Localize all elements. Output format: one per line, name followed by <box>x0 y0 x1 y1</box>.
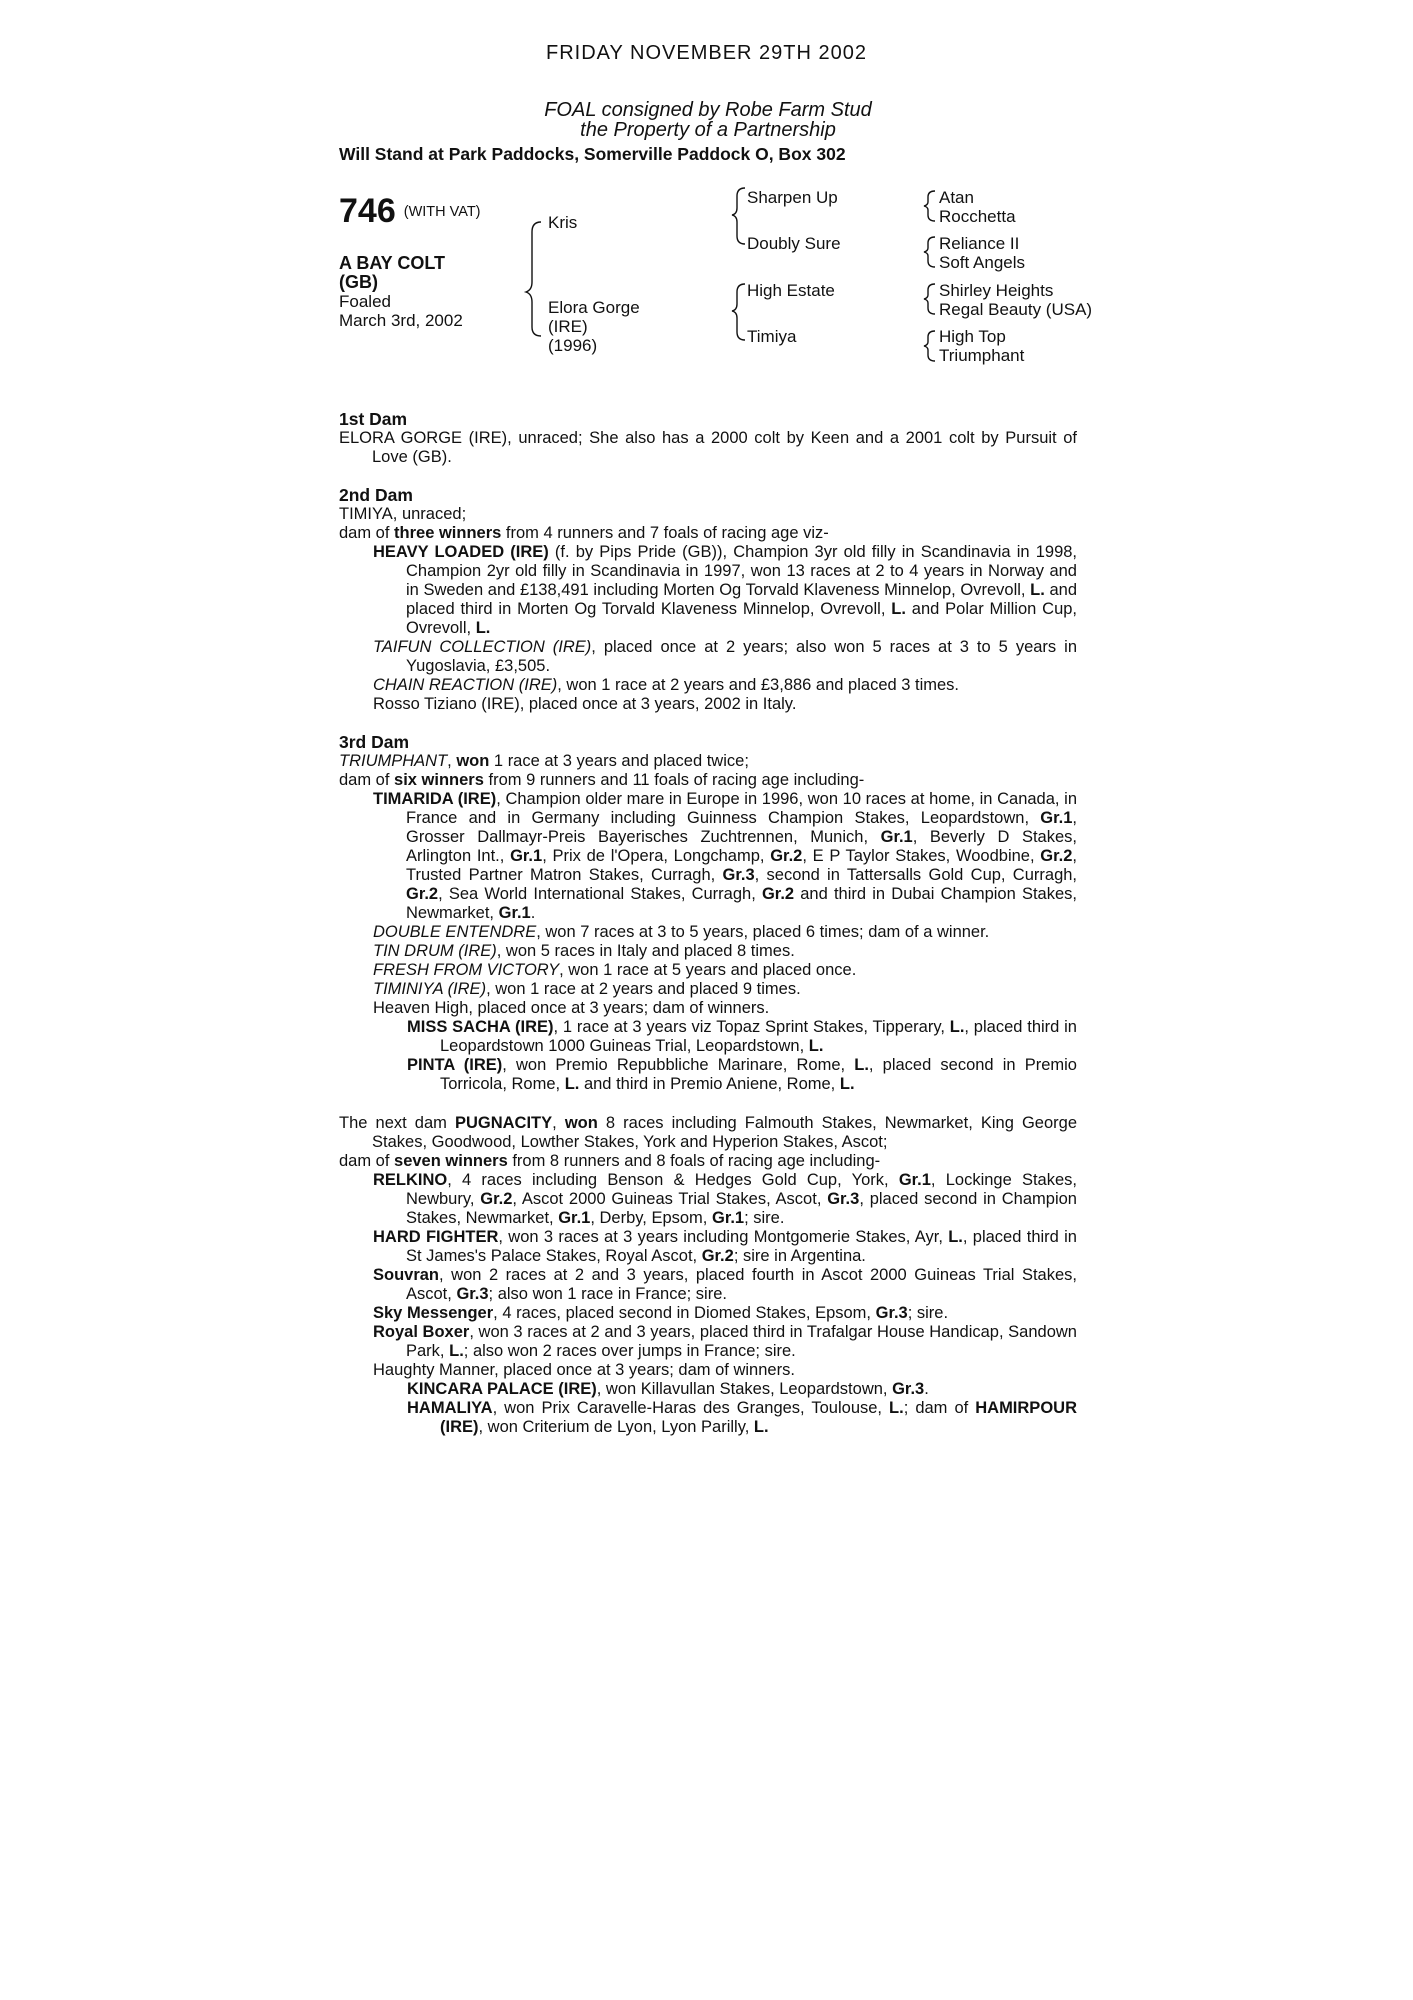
produce-subentry <box>339 1018 1077 1056</box>
ggp-3: Reliance II <box>939 234 1020 253</box>
grade-mark: Gr.2 <box>761 885 795 903</box>
produce-entry: Rosso Tiziano (IRE), placed once at 3 years, 2002 in Italy. <box>373 695 797 713</box>
grade-mark: Gr.1 <box>558 1209 591 1227</box>
text: , won Prix Caravelle-Haras des Granges, Toulouse, <box>492 1399 890 1417</box>
text: and placed third in Morten Og Torvald Klaveness Minnelop, Ovrevoll, <box>406 581 1077 618</box>
grade-mark: Gr.1 <box>1040 809 1073 827</box>
lot-number: 746 <box>339 192 396 230</box>
granddam-sire: Doubly Sure <box>747 234 841 253</box>
listed-mark: L. <box>949 1018 965 1036</box>
text: ; sire in Argentina. <box>733 1247 866 1265</box>
dam-name <box>548 298 640 355</box>
horse-name: Royal Boxer <box>373 1323 470 1341</box>
grade-mark: Gr.3 <box>722 866 755 884</box>
horse-name: Souvran <box>373 1266 440 1284</box>
ggp-4: Soft Angels <box>939 253 1026 272</box>
text: , <box>447 752 457 770</box>
text: , won 3 races at 3 years including Montgomerie Stakes, Ayr, <box>498 1228 949 1246</box>
horse-name: HAMIRPOUR (IRE) <box>440 1399 1077 1436</box>
grandsire-dam: High Estate <box>747 281 835 300</box>
text: , Derby, Epsom, <box>590 1209 712 1227</box>
text: , won Premio Repubbliche Marinare, Rome, <box>502 1056 855 1074</box>
produce-entry <box>339 676 1077 695</box>
horse-name: FRESH FROM VICTORY <box>373 961 560 979</box>
text: , <box>552 1114 565 1132</box>
produce-entry <box>339 1323 1077 1361</box>
text: and third in Dubai Champion Stakes, Newmarket, <box>406 885 1077 922</box>
horse-name: CHAIN REACTION (IRE) <box>373 676 558 694</box>
pedigree-braces <box>0 0 1413 380</box>
produce-entry <box>339 1171 1077 1228</box>
text: , placed third in St James's Palace Stakes, Royal Ascot, <box>406 1228 1077 1265</box>
sire-name: Kris <box>548 213 578 232</box>
horse-name: Sky Messenger <box>373 1304 494 1322</box>
foaled-date: March 3rd, 2002 <box>339 311 463 330</box>
third-dam-section <box>339 733 1077 1094</box>
ggp-7: High Top <box>939 327 1006 346</box>
winners-count: six winners <box>394 771 484 789</box>
grade-mark: Gr.1 <box>898 1171 931 1189</box>
listed-mark: L. <box>449 1342 464 1360</box>
horse-name: HAMALIYA <box>407 1399 493 1417</box>
horse-name: TRIUMPHANT <box>339 752 448 770</box>
text: dam of <box>339 524 395 542</box>
produce-entry <box>339 638 1077 676</box>
grade-mark: Gr.2 <box>770 847 803 865</box>
horse-name: PUGNACITY <box>454 1114 553 1132</box>
text: , won Killavullan Stakes, Leopardstown, <box>596 1380 893 1398</box>
produce-entry: Haughty Manner, placed once at 3 years; dam of winners. <box>373 1361 795 1379</box>
listed-mark: L. <box>891 600 906 618</box>
horse-sex-color: A BAY COLT <box>339 253 446 273</box>
second-dam-produce-summary <box>339 524 1077 543</box>
text: from 4 runners and 7 foals of racing age viz- <box>501 524 829 542</box>
grade-mark: Gr.2 <box>701 1247 734 1265</box>
horse-name: TIMARIDA (IRE) <box>373 790 497 808</box>
grade-mark: Gr.3 <box>892 1380 925 1398</box>
listed-mark: L. <box>889 1399 904 1417</box>
horse-country: (GB) <box>339 272 378 292</box>
horse-name: DOUBLE ENTENDRE <box>373 923 537 941</box>
text: and third in Premio Aniene, Rome, <box>579 1075 840 1093</box>
text: . <box>530 904 536 922</box>
produce-entry <box>339 790 1077 923</box>
text: , Beverly D Stakes, Arlington Int., <box>406 828 1077 865</box>
owner-line: the Property of a Partnership <box>580 119 836 141</box>
listed-mark: L. <box>475 619 491 637</box>
consignor-line: FOAL consigned by Robe Farm Stud <box>544 99 872 121</box>
text: , Sea World International Stakes, Curragh, <box>438 885 762 903</box>
text: won <box>456 752 490 770</box>
second-dam-name-line: TIMIYA, unraced; <box>339 505 467 523</box>
next-dam-produce-summary <box>339 1152 1077 1171</box>
produce-entry <box>339 1228 1077 1266</box>
text: , won 5 races in Italy and placed 8 times. <box>496 942 795 960</box>
text: , won 2 races at 2 and 3 years, placed fourth in Ascot 2000 Guineas Trial Stakes, Ascot, <box>406 1266 1077 1303</box>
dam-name-line: Elora Gorge <box>548 298 640 317</box>
text: , won 1 race at 5 years and placed once. <box>559 961 857 979</box>
grade-mark: Gr.1 <box>880 828 913 846</box>
horse-name: KINCARA PALACE (IRE) <box>407 1380 597 1398</box>
third-dam-name-line <box>339 752 1077 771</box>
text: , 1 race at 3 years viz Topaz Sprint Stakes, Tipperary, <box>553 1018 950 1036</box>
produce-entry <box>339 923 1077 942</box>
text: 1 race at 3 years and placed twice; <box>489 752 749 770</box>
ggp-5: Shirley Heights <box>939 281 1054 300</box>
horse-name: MISS SACHA (IRE) <box>407 1018 554 1036</box>
listed-mark: L. <box>564 1075 580 1093</box>
text: , placed second in Premio Torricola, Rome, <box>440 1056 1077 1093</box>
third-dam-heading: 3rd Dam <box>339 732 410 752</box>
produce-entry <box>339 1266 1077 1304</box>
listed-mark: L. <box>948 1228 963 1246</box>
text: , won 7 races at 3 to 5 years, placed 6 times; dam of a winner. <box>536 923 990 941</box>
grade-mark: Gr.1 <box>510 847 543 865</box>
next-dam-section <box>339 1114 1077 1437</box>
text: , Trusted Partner Matron Stakes, Curragh, <box>406 847 1077 884</box>
grade-mark: Gr.2 <box>480 1190 513 1208</box>
text: , placed second in Champion Stakes, Newmarket, <box>406 1190 1077 1227</box>
text: ; also won 2 races over jumps in France; sire. <box>463 1342 796 1360</box>
horse-name: TAIFUN COLLECTION (IRE) <box>373 638 592 656</box>
ggp-2: Rocchetta <box>939 207 1016 226</box>
dam-country: (IRE) <box>548 317 588 336</box>
grandsire-sire: Sharpen Up <box>747 188 838 207</box>
text: . <box>924 1380 929 1398</box>
text: , Ascot 2000 Guineas Trial Stakes, Ascot, <box>512 1190 828 1208</box>
produce-entry <box>339 980 1077 999</box>
second-dam-heading: 2nd Dam <box>339 485 413 505</box>
text: , E P Taylor Stakes, Woodbine, <box>802 847 1041 865</box>
second-dam-section <box>339 486 1077 714</box>
text: , Champion older mare in Europe in 1996, won 10 races at home, in Canada, in France and in Germany including Guinness Champion Stakes, Leopardstown, <box>406 790 1077 827</box>
ggp-8: Triumphant <box>939 346 1025 365</box>
grade-mark: Gr.2 <box>406 885 439 903</box>
produce-entry <box>339 543 1077 638</box>
produce-subentry <box>339 1399 1077 1437</box>
horse-name: TIN DRUM (IRE) <box>373 942 497 960</box>
produce-entry <box>339 942 1077 961</box>
grade-mark: Gr.2 <box>1040 847 1073 865</box>
listed-mark: L. <box>1030 581 1045 599</box>
text: ; sire. <box>907 1304 949 1322</box>
listed-mark: L. <box>854 1056 869 1074</box>
produce-subentry <box>339 1056 1077 1094</box>
produce-entry <box>339 1304 1077 1323</box>
text: The next dam <box>339 1114 455 1132</box>
grade-mark: Gr.1 <box>711 1209 745 1227</box>
produce-subentry <box>339 1380 1077 1399</box>
third-dam-produce-summary <box>339 771 1077 790</box>
text: (f. by Pips Pride (GB)), Champion 3yr old filly in Scandinavia in 1998, Champion 2yr old filly in Scandinavia in 1997, won 13 races at 2 to 4 years in Norway and in Sweden and £138,491 including Morten Og Torvald Klaveness Minnelop, Ovrevoll, <box>406 543 1078 599</box>
text: , Grosser Dallmayr-Preis Bayerisches Zuchtrennen, Munich, <box>406 809 1077 846</box>
text: , placed third in Leopardstown 1000 Guineas Trial, Leopardstown, <box>440 1018 1077 1055</box>
text: ; sire. <box>744 1209 785 1227</box>
produce-entry: Heaven High, placed once at 3 years; dam of winners. <box>373 999 770 1017</box>
text: , Prix de l'Opera, Longchamp, <box>542 847 771 865</box>
listed-mark: L. <box>839 1075 855 1093</box>
text: , Lockinge Stakes, Newbury, <box>406 1171 1077 1208</box>
text: , second in Tattersalls Gold Cup, Curragh, <box>754 866 1078 884</box>
first-dam-heading: 1st Dam <box>339 409 408 429</box>
text: dam of <box>339 1152 395 1170</box>
text: from 8 runners and 8 foals of racing age including- <box>507 1152 881 1170</box>
text: ; also won 1 race in France; sire. <box>488 1285 727 1303</box>
grade-mark: Gr.3 <box>875 1304 908 1322</box>
ggp-6: Regal Beauty (USA) <box>939 300 1093 319</box>
next-dam-name-line <box>339 1114 1077 1152</box>
horse-name: RELKINO <box>373 1171 448 1189</box>
dam-foaled-year: (1996) <box>548 336 598 355</box>
text: , won 3 races at 2 and 3 years, placed third in Trafalgar House Handicap, Sandown Park, <box>406 1323 1077 1360</box>
foaled-label: Foaled <box>339 292 391 311</box>
produce-entry <box>339 961 1077 980</box>
text: , 4 races including Benson & Hedges Gold Cup, York, <box>447 1171 899 1189</box>
vat-note: (WITH VAT) <box>403 203 481 220</box>
text: ; dam of <box>903 1399 969 1417</box>
text: , won Criterium de Lyon, Lyon Parilly, <box>478 1418 754 1436</box>
winners-count: seven winners <box>394 1152 508 1170</box>
horse-name: TIMINIYA (IRE) <box>373 980 487 998</box>
text: dam of <box>339 771 395 789</box>
grade-mark: Gr.1 <box>498 904 531 922</box>
winners-count: three winners <box>394 524 502 542</box>
first-dam-section <box>339 410 1077 467</box>
text: , won 1 race at 2 years and placed 9 times. <box>486 980 801 998</box>
horse-name: PINTA (IRE) <box>407 1056 503 1074</box>
text: , 4 races, placed second in Diomed Stakes, Epsom, <box>493 1304 876 1322</box>
first-dam-text: ELORA GORGE (IRE), unraced; She also has a 2000 colt by Keen and a 2001 colt by Pursuit of Love (GB). <box>339 429 1077 466</box>
text: from 9 runners and 11 foals of racing age including- <box>483 771 865 789</box>
text: won <box>564 1114 598 1132</box>
grade-mark: Gr.3 <box>456 1285 489 1303</box>
horse-name: HEAVY LOADED (IRE) <box>373 543 549 561</box>
text: 8 races including Falmouth Stakes, Newmarket, King George Stakes, Goodwood, Lowther Stakes, York and Hyperion Stakes, Ascot; <box>372 1114 1077 1151</box>
text: , won 1 race at 2 years and £3,886 and placed 3 times. <box>557 676 960 694</box>
text: , placed once at 2 years; also won 5 races at 3 to 5 years in Yugoslavia, £3,505. <box>406 638 1077 675</box>
page-date: FRIDAY NOVEMBER 29TH 2002 <box>545 42 868 64</box>
listed-mark: L. <box>808 1037 824 1055</box>
horse-name: HARD FIGHTER <box>373 1228 499 1246</box>
grade-mark: Gr.3 <box>827 1190 860 1208</box>
ggp-1: Atan <box>939 188 974 207</box>
granddam-dam: Timiya <box>747 327 797 346</box>
listed-mark: L. <box>753 1418 769 1436</box>
text: and Polar Million Cup, Ovrevoll, <box>406 600 1078 637</box>
stand-location: Will Stand at Park Paddocks, Somerville Paddock O, Box 302 <box>339 144 846 164</box>
